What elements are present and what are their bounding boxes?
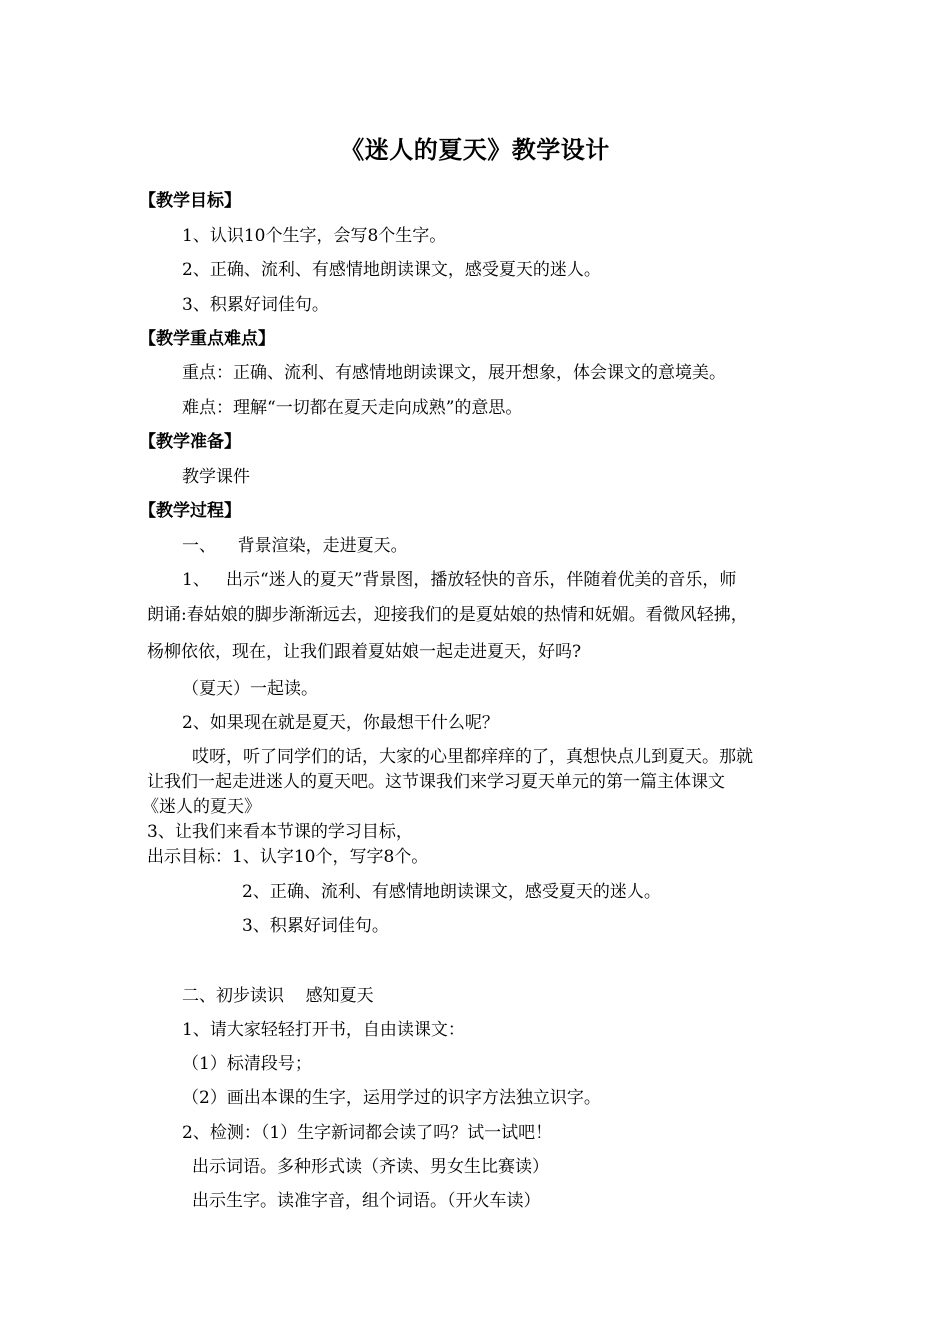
process-line: （2）画出本课的生字，运用学过的识字方法独立识字。 bbox=[182, 1088, 601, 1108]
section-heading-objectives: 【教学目标】 bbox=[139, 191, 241, 211]
process-line: 1、请大家轻轻打开书，自由读课文： bbox=[182, 1020, 465, 1040]
process-line: 2、如果现在就是夏天，你最想干什么呢？ bbox=[182, 713, 499, 733]
section-heading-preparation: 【教学准备】 bbox=[139, 432, 241, 452]
process-line: 2、检测：（1）生字新词都会读了吗？试一试吧！ bbox=[182, 1123, 553, 1143]
process-line: （1）标清段号； bbox=[182, 1054, 312, 1074]
key-point-item: 难点：理解“一切都在夏天走向成熟”的意思。 bbox=[182, 398, 523, 418]
objective-item: 1、认识10个生字，会写8个生字。 bbox=[182, 226, 447, 246]
process-line: 哎呀，听了同学们的话，大家的心里都痒痒的了，真想快点儿到夏天。那就 bbox=[192, 747, 753, 767]
process-line: （夏天）一起读。 bbox=[182, 679, 318, 699]
preparation-item: 教学课件 bbox=[182, 467, 250, 487]
process-line: 1、 出示“迷人的夏天”背景图，播放轻快的音乐，伴随着优美的音乐，师 bbox=[182, 570, 737, 590]
section-heading-key-points: 【教学重点难点】 bbox=[139, 329, 275, 349]
process-line: 二、初步读识 感知夏天 bbox=[182, 986, 374, 1006]
process-line: 出示生字。读准字音，组个词语。（开火车读） bbox=[192, 1191, 541, 1211]
document-title: 《迷人的夏天》教学设计 bbox=[340, 136, 610, 164]
process-line: 出示词语。多种形式读（齐读、男女生比赛读） bbox=[192, 1157, 549, 1177]
process-line: 3、积累好词佳句。 bbox=[242, 916, 389, 936]
process-line: 杨柳依依，现在，让我们跟着夏姑娘一起走进夏天，好吗? bbox=[147, 642, 582, 662]
objective-item: 2、正确、流利、有感情地朗读课文，感受夏天的迷人。 bbox=[182, 260, 601, 280]
process-line: 3、让我们来看本节课的学习目标， bbox=[147, 822, 413, 842]
key-point-item: 重点：正确、流利、有感情地朗读课文，展开想象，体会课文的意境美。 bbox=[182, 363, 726, 383]
process-line: 出示目标：1、认字10个，写字8个。 bbox=[147, 847, 429, 867]
process-line: 2、正确、流利、有感情地朗读课文，感受夏天的迷人。 bbox=[242, 882, 661, 902]
objective-item: 3、积累好词佳句。 bbox=[182, 295, 329, 315]
process-line: 让我们一起走进迷人的夏天吧。这节课我们来学习夏天单元的第一篇主体课文 bbox=[147, 772, 725, 792]
section-heading-process: 【教学过程】 bbox=[139, 501, 241, 521]
process-line: 《迷人的夏天》 bbox=[142, 797, 261, 817]
process-line: 朗诵:春姑娘的脚步渐渐远去，迎接我们的是夏姑娘的热情和妩媚。看微风轻拂， bbox=[147, 605, 748, 625]
process-line: 一、 背景渲染，走进夏天。 bbox=[182, 536, 408, 556]
